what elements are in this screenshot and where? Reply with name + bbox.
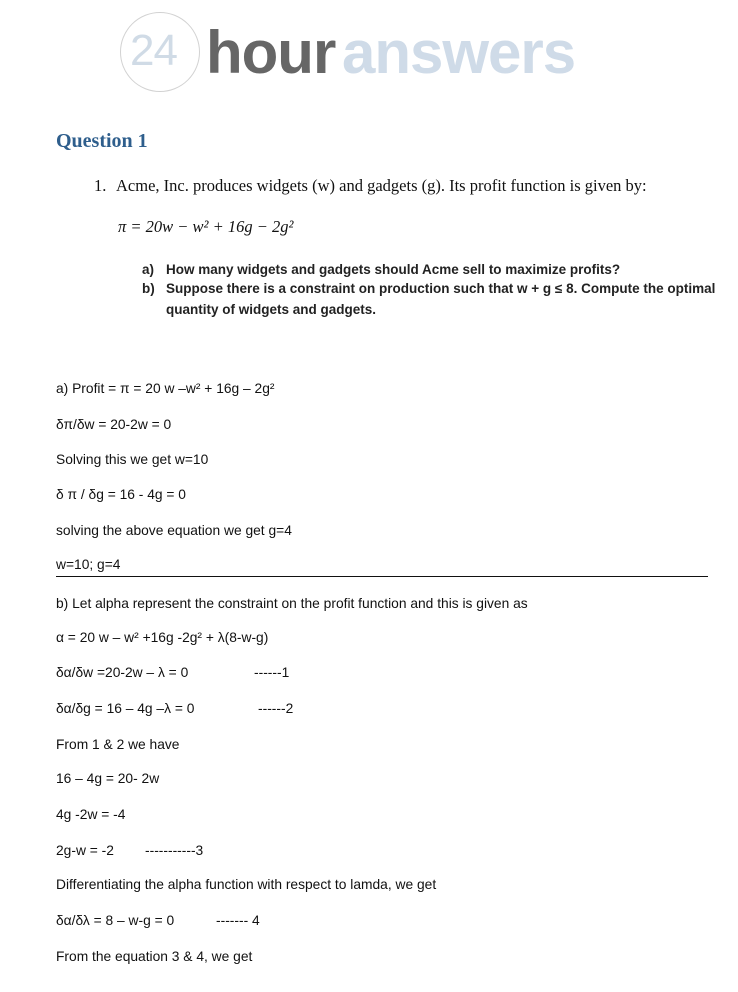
sub-question-label: a) [142, 262, 155, 277]
solution-a-line: a) Profit = π = 20 w –w² + 16g – 2g² [56, 381, 275, 396]
logo-number: 24 [130, 26, 177, 75]
solution-b-line: b) Let alpha represent the constraint on the profit function and this is given as [56, 596, 528, 611]
solution-b-line: δα/δw =20-2w – λ = 0 [56, 665, 189, 680]
problem-number: 1. [94, 176, 107, 195]
solution-b-line: From the equation 3 & 4, we get [56, 949, 253, 964]
solution-b-line: δα/δλ = 8 – w-g = 0 [56, 913, 175, 928]
solution-b-line: δα/δg = 16 – 4g –λ = 0 [56, 701, 195, 716]
equation-tag-3: -----------3 [145, 843, 204, 858]
solution-b-line: α = 20 w – w² +16g -2g² + λ(8-w-g) [56, 630, 269, 645]
solution-a-line: δ π / δg = 16 - 4g = 0 [56, 487, 186, 502]
equation-tag-4: ------- 4 [216, 913, 260, 928]
solution-a-line: δπ/δw = 20-2w = 0 [56, 417, 172, 432]
site-logo [120, 12, 620, 92]
sub-question-text: Suppose there is a constraint on production such that w + g ≤ 8. Compute the optimal [166, 281, 716, 296]
solution-b-line: Differentiating the alpha function with respect to lamda, we get [56, 877, 437, 892]
logo-word-hour: hour [206, 19, 336, 86]
question-title: Question 1 [56, 130, 148, 152]
solution-b-line: 4g -2w = -4 [56, 807, 126, 822]
logo-word-answers: answers [342, 19, 576, 86]
solution-b-line: 2g-w = -2 [56, 843, 114, 858]
problem-intro: Acme, Inc. produces widgets (w) and gadgets (g). Its profit function is given by: [116, 176, 647, 195]
sub-question-text: How many widgets and gadgets should Acme sell to maximize profits? [166, 262, 621, 277]
solution-a-line: Solving this we get w=10 [56, 452, 209, 467]
profit-equation: π = 20w − w² + 16g − 2g² [118, 217, 294, 236]
sub-question-text: quantity of widgets and gadgets. [166, 302, 377, 317]
sub-question-label: b) [142, 281, 155, 296]
divider-rule [56, 576, 708, 577]
equation-tag-2: ------2 [258, 701, 294, 716]
solution-b-line: From 1 & 2 we have [56, 737, 180, 752]
solution-b-line: 16 – 4g = 20- 2w [56, 771, 160, 786]
solution-a-answer: w=10; g=4 [56, 557, 121, 572]
equation-tag-1: ------1 [254, 665, 290, 680]
solution-a-line: solving the above equation we get g=4 [56, 523, 292, 538]
